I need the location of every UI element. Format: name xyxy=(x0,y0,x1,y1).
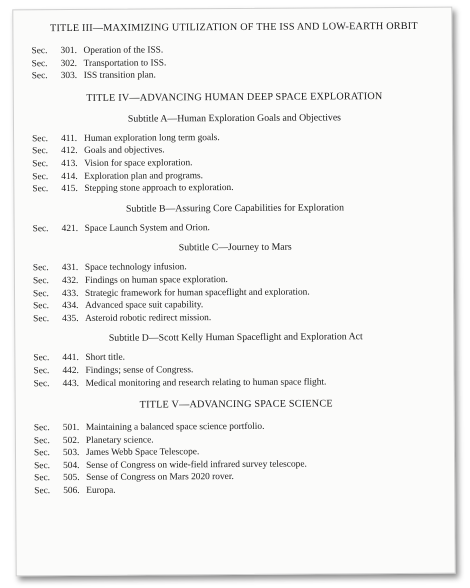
section-label: Sec. xyxy=(34,461,50,472)
section-label: Sec. xyxy=(33,448,50,459)
section-label: Sec. xyxy=(32,223,49,234)
section-title: Europa. xyxy=(86,485,116,496)
subtitle-b-heading: Subtitle B—Assuring Core Capabilities for Exploration xyxy=(125,202,345,215)
section-label: Sec. xyxy=(33,423,50,434)
subtitle-c-section-list xyxy=(33,260,438,325)
section-label: Sec. xyxy=(32,146,49,157)
section-title: Sense of Congress on wide-field infrared survey telescope. xyxy=(86,459,307,471)
section-label: Sec. xyxy=(31,58,48,69)
section-title: Human exploration long term goals. xyxy=(84,132,220,144)
section-label: Sec. xyxy=(32,263,49,274)
section-label: Sec. xyxy=(33,366,50,377)
section-number: 433. xyxy=(61,288,79,299)
title-v-heading: TITLE V—ADVANCING SPACE SCIENCE xyxy=(139,398,333,411)
section-title: Space technology infusion. xyxy=(84,262,187,274)
subtitle-d-section-list xyxy=(33,350,438,390)
section-title: Maintaining a balanced space science portfolio. xyxy=(85,421,265,434)
section-number: 506. xyxy=(63,486,80,497)
section-number: 303. xyxy=(60,71,78,82)
section-number: 432. xyxy=(61,275,79,286)
section-label: Sec. xyxy=(31,71,48,82)
section-label: Sec. xyxy=(34,473,51,484)
section-number: 414. xyxy=(61,171,78,182)
section-title: Short title. xyxy=(85,352,126,364)
section-label: Sec. xyxy=(32,171,49,182)
section-number: 502. xyxy=(62,435,80,446)
section-number: 431. xyxy=(61,263,79,274)
subtitle-a-section-list xyxy=(32,131,437,196)
section-label: Sec. xyxy=(34,486,51,497)
subtitle-a-heading: Subtitle A—Human Exploration Goals and Objectives xyxy=(127,112,342,125)
section-title: Stepping stone approach to exploration. xyxy=(84,183,234,195)
section-number: 501. xyxy=(62,423,80,434)
section-number: 435. xyxy=(62,313,79,324)
section-number: 421. xyxy=(61,223,79,234)
section-title: Transportation to ISS. xyxy=(83,58,167,69)
section-label: Sec. xyxy=(33,301,50,312)
title-iii-heading: TITLE III—MAXIMIZING UTILIZATION OF THE ISS AND LOW-EARTH ORBIT xyxy=(49,20,418,35)
section-title: Medical monitoring and research relating to human space flight. xyxy=(85,376,327,389)
title-v-section-list xyxy=(34,420,439,498)
section-title: Goals and objectives. xyxy=(84,145,165,157)
section-entry xyxy=(34,483,439,498)
section-number: 505. xyxy=(63,473,80,484)
section-title: Advanced space suit capability. xyxy=(85,300,204,312)
section-title: James Webb Space Telescope. xyxy=(85,447,200,459)
section-number: 441. xyxy=(62,353,79,364)
section-label: Sec. xyxy=(33,435,50,446)
section-number: 504. xyxy=(63,460,80,471)
section-label: Sec. xyxy=(32,159,49,170)
section-title: Vision for space exploration. xyxy=(84,158,193,169)
section-label: Sec. xyxy=(32,133,48,145)
section-title: Sense of Congress on Mars 2020 rover. xyxy=(86,472,234,484)
section-label: Sec. xyxy=(31,46,48,57)
section-number: 442. xyxy=(62,365,79,376)
section-number: 413. xyxy=(61,158,78,170)
section-number: 415. xyxy=(61,184,78,195)
section-title: Strategic framework for human spaceflight and exploration. xyxy=(84,287,310,299)
subtitle-c-heading: Subtitle C—Journey to Mars xyxy=(178,241,292,254)
section-number: 443. xyxy=(62,378,79,389)
section-number: 434. xyxy=(62,301,79,312)
section-title: Findings on human space exploration. xyxy=(84,274,228,286)
section-label: Sec. xyxy=(33,313,50,324)
section-label: Sec. xyxy=(32,184,49,195)
table-of-contents xyxy=(31,20,439,498)
section-number: 301. xyxy=(60,45,77,57)
section-title: Findings; sense of Congress. xyxy=(85,365,194,376)
section-number: 503. xyxy=(62,448,80,459)
section-title: Planetary science. xyxy=(85,435,154,446)
title-iv-heading: TITLE IV—ADVANCING HUMAN DEEP SPACE EXPLORATION xyxy=(86,90,383,104)
section-number: 302. xyxy=(60,58,78,69)
section-label: Sec. xyxy=(32,288,49,299)
section-title: Space Launch System and Orion. xyxy=(84,222,210,234)
subtitle-d-heading: Subtitle D—Scott Kelly Human Spaceflight and Exploration Act xyxy=(108,331,363,345)
section-label: Sec. xyxy=(33,353,50,364)
section-label: Sec. xyxy=(32,276,49,287)
section-label: Sec. xyxy=(33,378,50,389)
document-page xyxy=(12,7,455,577)
section-title: Asteroid robotic redirect mission. xyxy=(85,312,212,324)
title-iii-section-list xyxy=(31,43,436,83)
section-number: 412. xyxy=(61,146,78,157)
section-title: Exploration plan and programs. xyxy=(84,170,204,182)
section-title: ISS transition plan. xyxy=(83,70,156,82)
section-number: 411. xyxy=(61,133,78,144)
section-title: Operation of the ISS. xyxy=(83,45,164,56)
